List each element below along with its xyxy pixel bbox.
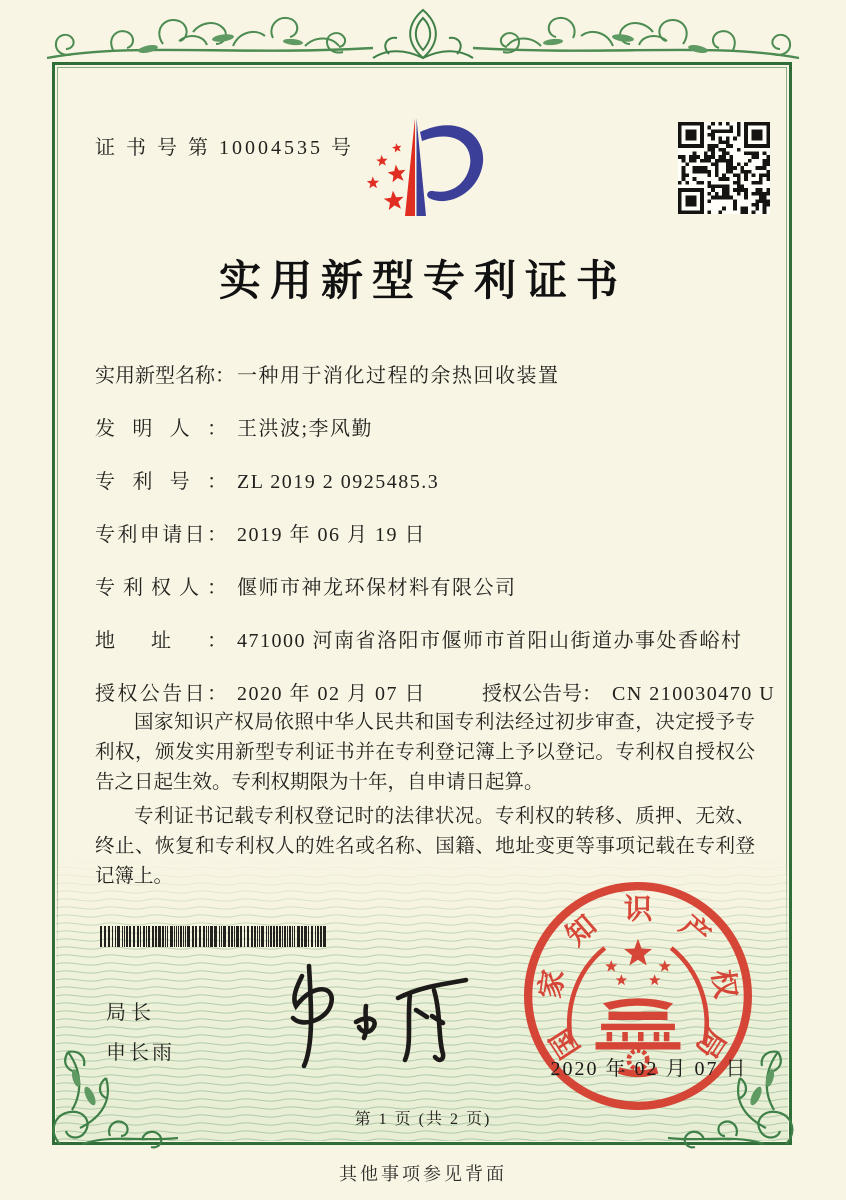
field-label: 实用新型名称： (95, 365, 235, 387)
field-row-grant (95, 680, 776, 708)
svg-text:家: 家 (535, 967, 571, 1001)
field-label: 专利权人： (95, 577, 227, 599)
qr-code (678, 122, 770, 214)
field-label: 地址： (95, 630, 227, 652)
svg-text:识: 识 (623, 894, 653, 926)
page-number: 第 1 页 (共 2 页) (354, 1111, 492, 1128)
field-row (95, 574, 755, 602)
field-value: 2019 年 06 月 19 日 (237, 524, 426, 546)
svg-text:产: 产 (673, 910, 716, 953)
field-label: 专利申请日： (95, 524, 227, 546)
body-paragraph: 专利证书记载专利权登记时的法律状况。专利权的转移、质押、无效、终止、恢复和专利权人的姓名或名称、国籍、地址变更等事项记载在专利登记簿上。 (95, 806, 755, 887)
seal-date: 2020 年 02 月 07 日 (550, 1058, 748, 1080)
field-row (95, 415, 755, 443)
field-label: 授权公告日： (95, 683, 227, 705)
field-value: 偃师市神龙环保材料有限公司 (237, 577, 517, 599)
grant-number-value: CN 210030470 U (612, 683, 776, 705)
svg-text:局: 局 (689, 1022, 731, 1064)
svg-text:权: 权 (705, 967, 741, 1001)
grant-number-label: 授权公告号： (482, 683, 602, 705)
field-row (95, 521, 755, 549)
certificate-title: 实用新型专利证书 (218, 259, 627, 305)
field-value: 王洪波;李风勤 (237, 418, 374, 440)
signer-name: 申长雨 (106, 1042, 175, 1064)
field-label: 发明人： (95, 418, 227, 440)
certificate-number: 证 书 号 第 10004535 号 (95, 137, 354, 159)
svg-text:国: 国 (545, 1022, 587, 1064)
field-label: 专利号： (95, 471, 227, 493)
field-value: 2020 年 02 月 07 日 (237, 683, 426, 705)
back-note: 其他事项参见背面 (339, 1164, 507, 1184)
field-value: ZL 2019 2 0925485.3 (237, 471, 440, 493)
certificate-fields (95, 362, 776, 733)
signer-title: 局长 (106, 1002, 156, 1024)
svg-text:知: 知 (560, 910, 603, 953)
field-row (95, 362, 755, 390)
body-paragraph: 国家知识产权局依照中华人民共和国专利法经过初步审查，决定授予专利权，颁发实用新型专利证书并在专利登记簿上予以登记。专利权自授权公告之日起生效。专利权期限为十年，自申请日起算。 (95, 712, 755, 793)
signature-icon (238, 962, 473, 1072)
field-value: 471000 河南省洛阳市偃师市首阳山街道办事处香峪村 (237, 630, 743, 652)
cnipa-logo-icon (349, 110, 505, 234)
barcode (100, 926, 328, 947)
field-row (95, 468, 755, 496)
field-row (95, 627, 755, 655)
top-ornament-icon (43, 2, 803, 64)
field-value: 一种用于消化过程的余热回收装置 (237, 365, 560, 387)
legal-text (95, 708, 755, 896)
